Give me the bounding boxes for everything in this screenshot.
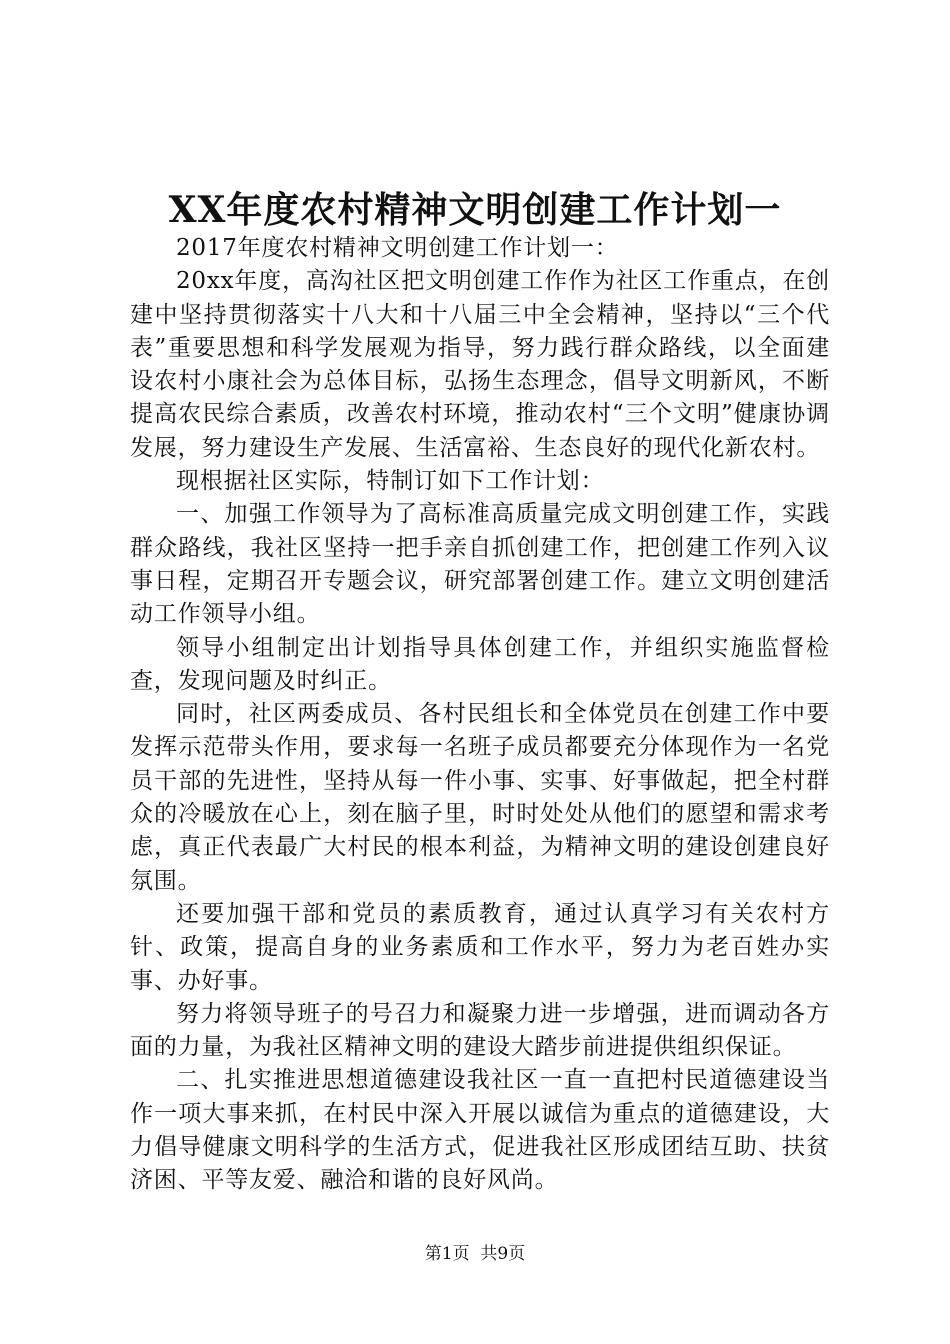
document-body <box>130 232 830 1198</box>
paragraph-cohesion: 努力将领导班子的号召力和凝聚力进一步增强，进而调动各方面的力量，为我社区精神文明的建设大踏步前进提供组织保证。 <box>130 1000 830 1061</box>
paragraph-section-two: 二、扎实推进思想道德建设我社区一直一直把村民道德建设当作一项大事来抓，在村民中深入开展以诚信为重点的道德建设，大力倡导健康文明科学的生活方式，促进我社区形成团结互助、扶贫济困、平等友爱、融洽和谐的良好风尚。 <box>130 1067 830 1194</box>
paragraph-leading-group: 领导小组制定出计划指导具体创建工作，并组织实施监督检查，发现问题及时纠正。 <box>130 634 830 694</box>
paragraph-overview: 20xx年度，高沟社区把文明创建工作作为社区工作重点，在创建中坚持贯彻落实十八大和十八届三中全会精神，坚持以“三个代表”重要思想和科学发展观为指导，努力践行群众路线，以全面建设农村小康社会为总体目标，弘扬生态理念，倡导文明新风，不断提高农民综合素质，改善农村环境，推动农村“三个文明”健康协调发展，努力建设生产发展、生活富裕、生态良好的现代化新农村。 <box>130 268 830 461</box>
page-number: 第1页 共9页 <box>424 1244 526 1264</box>
paragraph-education: 还要加强干部和党员的素质教育，通过认真学习有关农村方针、政策，提高自身的业务素质和工作水平，努力为老百姓办实事、办好事。 <box>130 900 830 994</box>
document-title: XX年度农村精神文明创建工作计划一 <box>168 189 782 231</box>
page-footer <box>0 1242 950 1266</box>
paragraph-plan-lead: 现根据社区实际，特制订如下工作计划： <box>176 468 605 495</box>
paragraph-members-role: 同时，社区两委成员、各村民组长和全体党员在创建工作中要发挥示范带头作用，要求每一名班子成员都要充分体现作为一名党员干部的先进性，坚持从每一件小事、实事、好事做起，把全村群众的冷暖放在心上，刻在脑子里，时时处处从他们的愿望和需求考虑，真正代表最广大村民的根本利益，为精神文明的建设创建良好氛围。 <box>130 701 830 894</box>
paragraph-section-one: 一、加强工作领导为了高标准高质量完成文明创建工作，实践群众路线，我社区坚持一把手亲自抓创建工作，把创建工作列入议事日程，定期召开专题会议，研究部署创建工作。建立文明创建活动工作领导小组。 <box>130 501 830 628</box>
paragraph-intro: 2017年度农村精神文明创建工作计划一： <box>176 235 619 261</box>
